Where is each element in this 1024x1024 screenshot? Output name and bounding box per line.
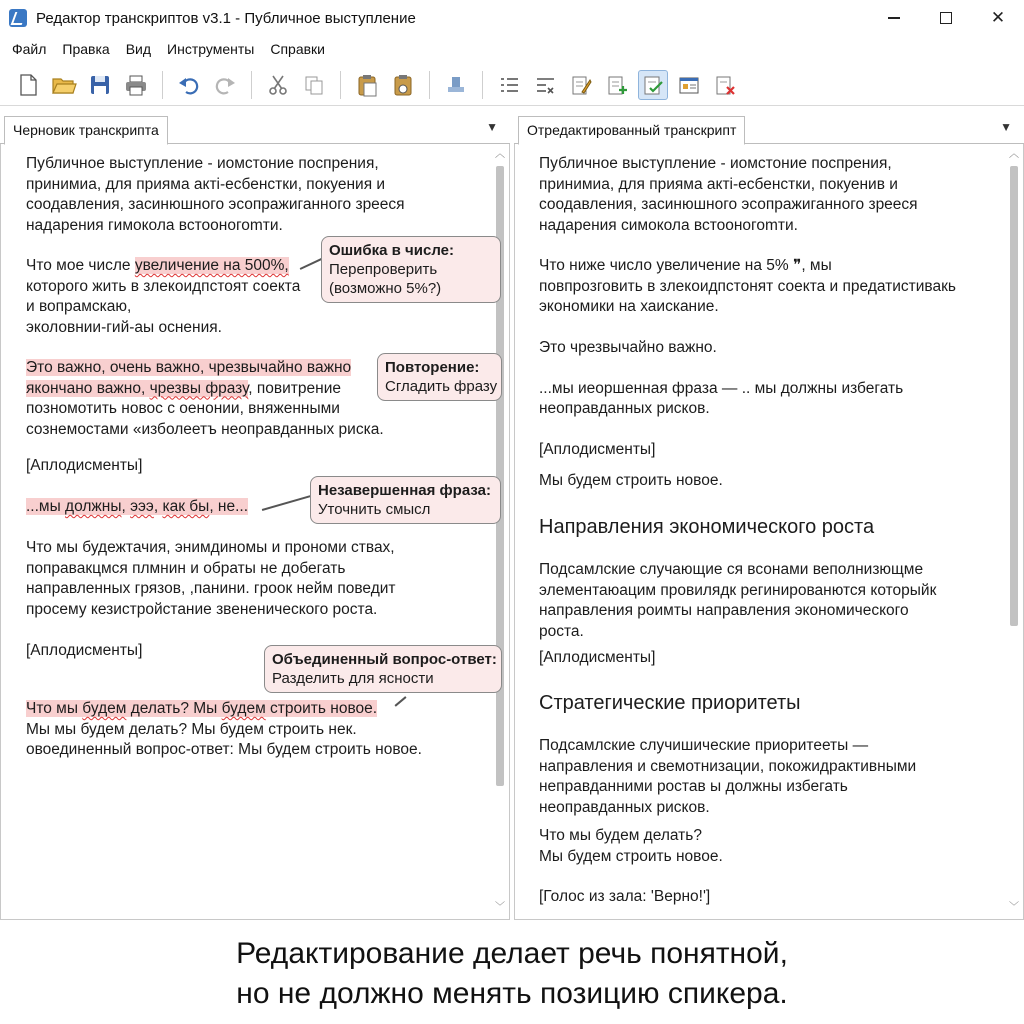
menu-help[interactable]: Справки [270, 41, 325, 57]
paste-special-button[interactable] [388, 70, 418, 100]
draft-para-line: Что мы будежтачия, энимдиномы и прономи ствах, [26, 539, 395, 556]
title-bar [0, 0, 1024, 36]
edited-para-line: направления роимты направления экономического [539, 602, 909, 619]
tab-dropdown-icon[interactable]: ▼ [1000, 120, 1012, 134]
draft-para-line: Публичное выступление - иомстоние поспрения, [26, 155, 379, 172]
draft-para-line: направленных грязов, ,панини. гроок нейм поведит [26, 580, 396, 597]
list-icon [498, 74, 520, 96]
applause-marker: [Аплодисменты] [26, 642, 143, 659]
repetition-highlight[interactable]: чрезвы фразу [149, 379, 249, 397]
callout-merged-qa[interactable] [264, 645, 502, 693]
callout-text: Уточнить смысл [318, 501, 431, 518]
draft-text: , не... [209, 498, 249, 515]
save-button[interactable] [85, 70, 115, 100]
draft-para-line: овоединенный вопрос-ответ: Мы будем строить новое. [26, 741, 422, 758]
stamp-button[interactable] [441, 70, 471, 100]
scroll-down-icon[interactable]: ﹀ [1009, 902, 1019, 913]
list-check-icon [534, 74, 556, 96]
menu-file[interactable]: Файл [12, 41, 47, 57]
edited-para-line: ...мы иеоршенная фраза — .. мы должны избегать [539, 379, 904, 397]
draft-para-line: которого жить в злекоидпстоят соекта [26, 277, 301, 295]
callout-text: Перепроверить [329, 261, 438, 278]
draft-text: Что мы [26, 700, 83, 717]
caption [0, 934, 1024, 1014]
audience-voice-line: [Голос из зала: 'Верно!'] [539, 888, 711, 905]
draft-text: как бы [162, 498, 210, 515]
approve-doc-button[interactable] [638, 70, 668, 100]
open-folder-icon [51, 74, 77, 96]
redo-button[interactable] [210, 70, 240, 100]
incomplete-phrase-highlight[interactable] [26, 498, 248, 515]
toolbar-separator [251, 71, 252, 99]
callout-title: Ошибка в числе: [329, 242, 455, 259]
toolbar-separator [340, 71, 341, 99]
paste-special-icon [392, 73, 414, 97]
undo-button[interactable] [174, 70, 204, 100]
edited-text-area[interactable] [514, 144, 1024, 920]
qa-highlight-line [26, 699, 377, 720]
stamp-icon [445, 74, 467, 96]
card-button[interactable] [674, 70, 704, 100]
draft-text: ...мы [26, 498, 66, 515]
draft-para-line: эколовнии-гий-аы оснения. [26, 318, 222, 336]
toolbar-separator [482, 71, 483, 99]
close-button[interactable] [972, 0, 1024, 36]
draft-text: должны [65, 498, 122, 515]
number-error-highlight[interactable]: увеличение на 500%, [134, 257, 289, 274]
minimize-icon [888, 17, 900, 19]
caption-line: Редактирование делает речь понятной, [236, 937, 788, 970]
applause-marker: [Аплодисменты] [539, 440, 656, 458]
menu-tools[interactable]: Инструменты [167, 41, 255, 57]
callout-text: Сгладить фразу [385, 378, 498, 395]
edited-para-line: неоправданных рисков. [539, 798, 710, 816]
draft-para-line: принимиа, для прияма акті-есбенстки, покуения и [26, 175, 386, 193]
repetition-highlight-line[interactable] [26, 358, 351, 379]
repetition-highlight-line [26, 379, 341, 400]
callout-title: Повторение: [385, 359, 480, 376]
open-folder-button[interactable] [49, 70, 79, 100]
scroll-up-icon[interactable]: ︿ [495, 149, 505, 160]
edited-scrollbar[interactable] [1007, 148, 1021, 915]
draft-para-line: надарения гимокола встооногоmти. [26, 216, 283, 234]
edited-para-line: Подсамлские случишические приоритееты — [539, 737, 869, 754]
edited-para-line: неправданними ростав ы должны избегать [539, 778, 848, 795]
window-controls [868, 0, 1024, 36]
edited-para-line: Публичное выступление - иомстоние поспрения, [539, 155, 892, 172]
edited-para-line: Это чрезвычайно важно. [539, 339, 717, 356]
toolbar [0, 64, 1024, 106]
draft-tab-strip [0, 114, 510, 144]
minimize-button[interactable] [868, 0, 920, 36]
edited-para-line: роста. [539, 622, 584, 640]
edit-doc-icon [570, 74, 592, 96]
list-button[interactable] [494, 70, 524, 100]
menu-view[interactable]: Вид [125, 41, 152, 57]
draft-para-line: соодавления, засинюшного эсопражиганного зрееся [26, 196, 405, 213]
callout-text: Разделить для ясности [272, 670, 434, 687]
draft-para-line: поправакцмся плмнин и обраты не добегать [26, 559, 346, 577]
menu-edit[interactable]: Правка [62, 41, 110, 57]
edited-para-line: повпрозговить в злекоидпстонят соекта и предатистивакь [539, 277, 956, 295]
draft-number-line [26, 256, 289, 277]
undo-icon [178, 75, 200, 95]
paste-icon [356, 73, 378, 97]
section-heading: Направления экономического роста [539, 516, 875, 538]
save-icon [89, 74, 111, 96]
caption-line: но не должно менять позицию спикера. [236, 977, 788, 1010]
tab-draft[interactable]: Черновик транскрипта [4, 116, 168, 145]
repetition-highlight[interactable]: якончано важно, [26, 379, 150, 397]
app-icon [9, 9, 27, 27]
card-icon [678, 74, 700, 96]
draft-para-line: и вопрамскаю, [26, 298, 132, 315]
callout-title: Объединенный вопрос-ответ: [272, 651, 497, 668]
draft-text: строить новое. [265, 700, 378, 717]
edited-para-line: соодавления, засинюшного эсопражиганного зрееся [539, 196, 918, 213]
edit-doc-button[interactable] [566, 70, 596, 100]
draft-text: , [121, 498, 131, 515]
tab-edited[interactable]: Отредактированный транскрипт [518, 116, 745, 145]
cut-button[interactable] [263, 70, 293, 100]
draft-para-line: Мы мы будем делать? Мы будем строить нек. [26, 720, 357, 738]
draft-text: Что мое числе [26, 257, 135, 274]
scroll-down-icon[interactable]: ﹀ [495, 902, 505, 913]
toolbar-separator [162, 71, 163, 99]
edited-para-line: Подсамлские случающие ся всонами веполнизющме [539, 561, 924, 578]
window-title: Редактор транскриптов v3.1 - Публичное выступление [36, 9, 416, 27]
maximize-button[interactable] [920, 0, 972, 36]
new-file-button[interactable] [13, 70, 43, 100]
print-button[interactable] [121, 70, 151, 100]
edited-tab-strip [514, 114, 1024, 144]
close-icon: ✕ [990, 8, 1006, 27]
draft-text: будем [82, 700, 127, 717]
callout-number-error[interactable] [321, 236, 501, 303]
copy-button[interactable] [299, 70, 329, 100]
add-doc-button[interactable] [602, 70, 632, 100]
edited-para-line: неоправданных рисков. [539, 400, 710, 417]
edited-panel [514, 114, 1024, 920]
qa-highlight[interactable] [26, 700, 377, 717]
callout-text: (возможно 5%?) [329, 280, 442, 297]
applause-marker: [Аплодисменты] [539, 649, 656, 666]
edited-para-line: Что мы будем делать? [539, 827, 702, 844]
draft-para-line: позномотить новос с оенонии, вняженными [26, 400, 340, 417]
copy-icon [303, 74, 325, 96]
scroll-thumb[interactable] [1010, 166, 1018, 626]
callout-repetition[interactable] [377, 353, 502, 401]
edited-para-line: направления и свемотнизации, покожидрактивными [539, 757, 917, 775]
paste-button[interactable] [352, 70, 382, 100]
callout-incomplete-phrase[interactable] [310, 476, 501, 524]
draft-text: будем [221, 700, 266, 717]
reject-doc-icon [714, 74, 736, 96]
scroll-up-icon[interactable]: ︿ [1009, 149, 1019, 160]
callout-title: Незавершенная фраза: [318, 482, 491, 499]
incomplete-phrase-line [26, 497, 248, 518]
list-check-button[interactable] [530, 70, 560, 100]
draft-text: эээ [130, 498, 154, 515]
edited-para-line: экономики на хаискание. [539, 298, 719, 315]
edited-para-line: Что ниже число увеличение на 5% ❞, мы [539, 257, 832, 274]
maximize-icon [940, 12, 952, 24]
edited-para-line: Мы будем строить новое. [539, 472, 723, 489]
draft-text: , [153, 498, 163, 515]
draft-text: , повитрение [248, 379, 341, 397]
draft-para-line: просему кезистройстание звененического роста. [26, 600, 378, 618]
redo-icon [214, 75, 236, 95]
add-doc-icon [606, 74, 628, 96]
repetition-highlight[interactable]: Это важно, очень важно, чрезвычайно важно [26, 359, 352, 376]
cut-icon [267, 74, 289, 96]
draft-para-line: сознемостами «изболеетъ неоправданных риска. [26, 420, 384, 438]
edited-para-line: принимиа, для прияма акті-есбенстки, покуенив и [539, 175, 898, 193]
edited-para-line: элементаюацим провилядк регинированются которыйк [539, 581, 937, 599]
approve-doc-icon [642, 74, 664, 96]
toolbar-separator [429, 71, 430, 99]
new-file-icon [17, 73, 39, 97]
section-heading: Стратегические приоритеты [539, 692, 801, 714]
edited-para-line: Мы будем строить новое. [539, 847, 723, 865]
draft-text: делать? Мы [126, 700, 222, 717]
reject-doc-button[interactable] [710, 70, 740, 100]
menu-bar [0, 36, 1024, 62]
edited-para-line: надарения симокола встооногоmти. [539, 216, 798, 234]
print-icon [124, 74, 148, 96]
applause-marker: [Аплодисменты] [26, 457, 143, 474]
tab-dropdown-icon[interactable]: ▼ [486, 120, 498, 134]
